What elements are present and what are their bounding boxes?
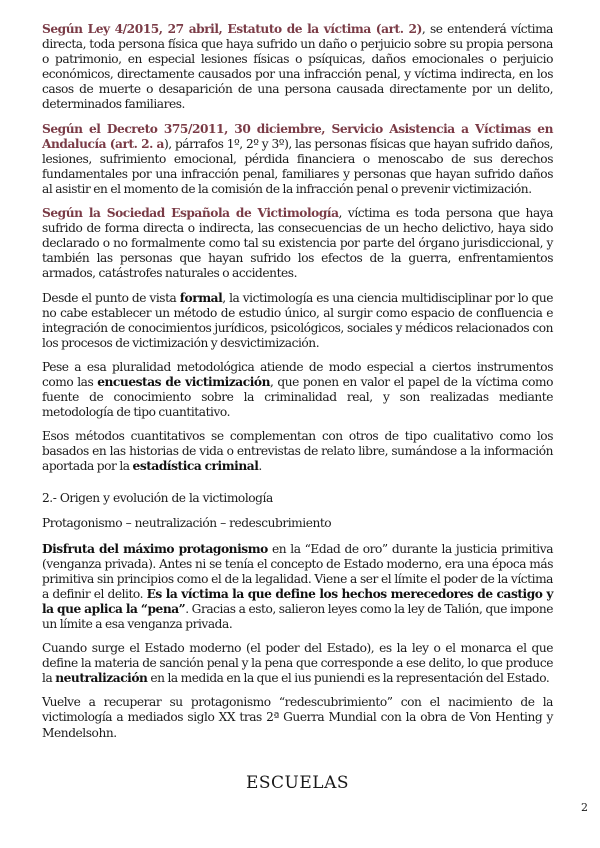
text-fragment: . (258, 459, 262, 474)
text-fragment: . Gracias a esto, salieron leyes como la ley de Talión, que impone un límite a esa venganza privada. (42, 601, 553, 631)
section-title-escuelas: ESCUELAS (245, 772, 349, 793)
bold-term: neutralización (55, 671, 148, 686)
paragraph-sociedad-victimologia (42, 206, 553, 281)
bold-term: Disfruta del máximo protagonismo (42, 541, 268, 556)
paragraph-encuestas (42, 360, 553, 420)
sociedad-reference: Según la Sociedad Española de Victimología (42, 206, 339, 221)
paragraph-neutralizacion (42, 641, 553, 686)
decreto-reference: Según el Decreto 375/2011, 30 diciembre, Servicio Asistencia a Víctimas en Andalucía (art. 2. a (42, 121, 553, 151)
paragraph-metodos-cuantitativos (42, 429, 553, 474)
paragraph-protagonismo (42, 542, 553, 633)
document-page (42, 22, 553, 793)
text-fragment: , la victimología es una ciencia multidisciplinar por lo que no cabe establecer un método de estudio único, al surgir como espacio de confluencia e integración de conocimientos jurídicos, psicológicos, sociales y médicos relacionados con los procesos de victimización y desvictimización. (42, 290, 553, 350)
text-fragment: Esos métodos cuantitativos se complementan con otros de tipo cualitativo como los basados en las historias de vida o entrevistas de relato libre, sumándose a la información aportada por la (42, 429, 553, 474)
paragraph-text: , se entenderá víctima directa, toda persona física que haya sufrido un daño o perjuicio sobre su propia persona o patrimonio, en especial lesiones físicas o psíquicas, daños emocionales o perjuicio económicos, directamente causados por una infracción penal, y víctima indirecta, en los casos de muerte o desaparición de una persona causada directamente por un delito, determinados familiares. (42, 22, 553, 112)
paragraph-ley-4-2015 (42, 22, 553, 113)
ley-reference: Según Ley 4/2015, 27 abril, Estatuto de la víctima (art. 2) (42, 22, 422, 36)
bold-term: estadística criminal (132, 459, 259, 474)
section-heading: 2.- Origen y evolución de la victimología (42, 490, 273, 505)
paragraph-text: , víctima es toda persona que haya sufrido de forma directa o indirecta, las consecuencias de un hecho delictivo, haya sido declarado o no formalmente como tal su existencia por parte del órgano jurisdiccional, y también las personas que hayan sufrido los efectos de la guerra, enfrentamientos armados, catástrofes naturales o accidentes. (42, 206, 554, 281)
bold-term: formal (179, 290, 223, 305)
text-fragment: en la “Edad de oro” durante la justicia primitiva (venganza privada). Antes ni se tenía el concepto de Estado moderno, era una época más primitiva sin principios como el de la legalidad. Viene a ser el límite el poder de la víctima a definir el delito. (42, 541, 554, 601)
text-fragment: Pese a esa pluralidad metodológica atiende de modo especial a ciertos instrumentos como las (42, 359, 553, 389)
paragraph-text: ), párrafos 1º, 2º y 3º), las personas físicas que hayan sufrido daños, lesiones, sufrimiento emocional, pérdida financiera o menoscabo de sus derechos fundamentales por una infracción penal, familiares y personas que hayan sufrido daños al asistir en el momento de la comisión de la infracción penal o prevenir victimización. (42, 136, 553, 196)
bold-term: encuestas de victimización (97, 374, 270, 389)
page-number: 2 (581, 801, 588, 814)
paragraph-decreto-375-2011 (42, 122, 553, 197)
bold-term: Es la víctima la que define los hechos merecedores de castigo y la que aplica la “pena” (42, 586, 553, 616)
text-fragment: en la medida en la que el ius puniendi es la representación del Estado. (147, 671, 550, 686)
text-fragment: Cuando surge el Estado moderno (el poder del Estado), es la ley o el monarca el que define la materia de sanción penal y la pena que corresponde a ese delito, lo que produce la (42, 641, 553, 686)
text-fragment: , que ponen en valor el papel de la víctima como fuente de conocimiento sobre la criminalidad real, y son realizadas mediante metodología de tipo cuantitativo. (42, 374, 553, 420)
paragraph-redescubrimiento: Vuelve a recuperar su protagonismo “redescubrimiento” con el nacimiento de la victimología a mediados siglo XX tras 2ª Guerra Mundial con la obra de Von Henting y Mendelsohn. (42, 695, 553, 740)
paragraph-punto-vista-formal (42, 291, 553, 351)
section-subheading: Protagonismo – neutralización – redescubrimiento (42, 515, 332, 530)
text-fragment: Desde el punto de vista (42, 290, 180, 305)
